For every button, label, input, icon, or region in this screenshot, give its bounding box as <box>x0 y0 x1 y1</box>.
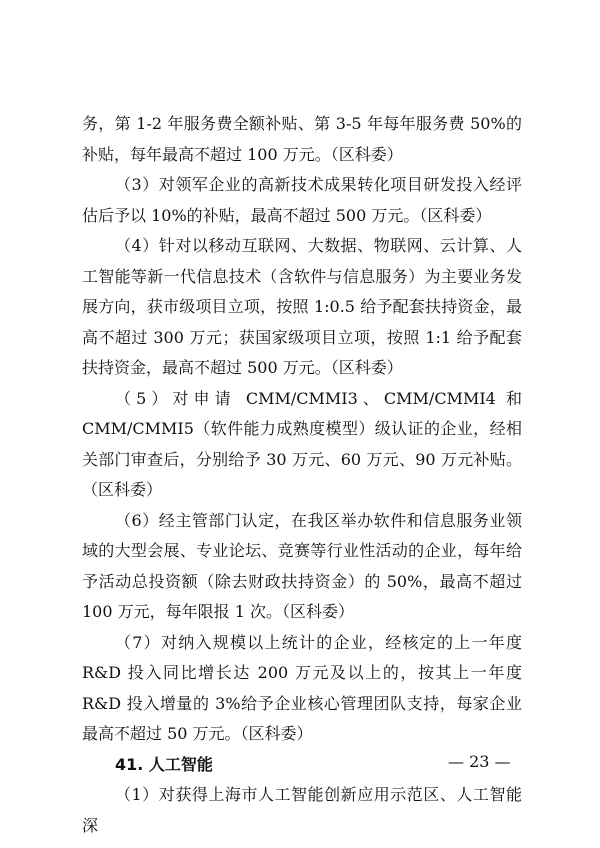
body-text <box>82 109 522 841</box>
paragraph-item-4: （4）针对以移动互联网、大数据、物联网、云计算、人工智能等新一代信息技术（含软件与信息服务）为主要业务发展方向，获市级项目立项，按照 1:0.5 给予配套扶持资金，最高不超过 300 万元；获国家级项目立项，按照 1:1 给予配套扶持资金，最高不超过 500 万元。（区科委） <box>82 236 522 377</box>
paragraph-continuation: 务，第 1-2 年服务费全额补贴、第 3-5 年每年服务费 50%的补贴，每年最高不超过 100 万元。（区科委） <box>82 114 522 164</box>
paragraph-ai-item-1: （1）对获得上海市人工智能创新应用示范区、人工智能深 <box>82 785 522 835</box>
paragraph-item-6: （6）经主管部门认定，在我区举办软件和信息服务业领域的大型会展、专业论坛、竞赛等行业性活动的企业，每年给予活动总投资额（除去财政扶持资金）的 50%，最高不超过 100 万元，每年限报 1 次。（区科委） <box>82 510 522 621</box>
paragraph-item-7: （7）对纳入规模以上统计的企业，经核定的上一年度 R&D 投入同比增长达 200 万元及以上的，按其上一年度 R&D 投入增量的 3%给予企业核心管理团队支持，每家企业最高不超过 50 万元。（区科委） <box>82 632 522 743</box>
paragraph-item-5: （5）对申请 CMM/CMMI3、CMM/CMMI4 和 CMM/CMMI5（软件能力成熟度模型）级认证的企业，经相关部门审查后，分别给予 30 万元、60 万元、90 万元补贴。（区科委） <box>82 388 522 499</box>
page-number: — 23 — <box>448 752 511 771</box>
paragraph-item-3: （3）对领军企业的高新技术成果转化项目研发投入经评估后予以 10%的补贴，最高不超过 500 万元。（区科委） <box>82 175 522 225</box>
section-heading: 41. 人工智能 <box>115 754 213 774</box>
